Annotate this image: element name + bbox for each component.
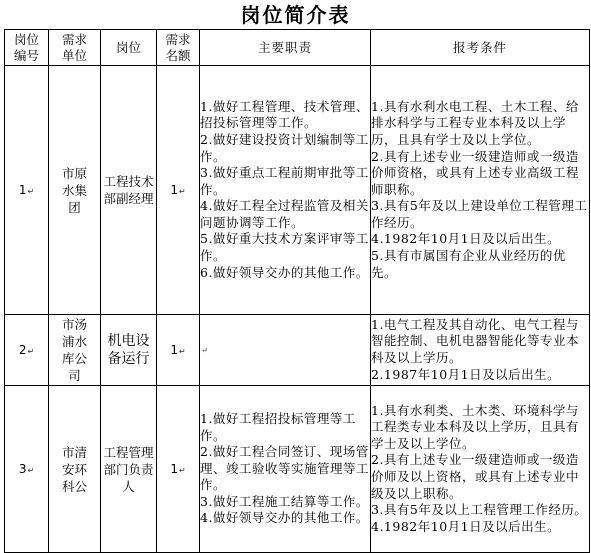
duty-line: 2.做好工程合同签订、现场管理、竣工验收等实施管理等工作。 [200,444,370,493]
duty-line: 6.做好领导交办的其他工作。 [200,264,369,280]
cell-unit: 市清安环科公 [49,386,101,553]
header-count: 需求 名额 [157,30,200,66]
requirement-line: 4.1982年10月1日及以后出生。 [371,518,561,534]
cell-unit: 市原水集团 [49,66,101,315]
duty-line: 2.做好建设投资计划编制等工作。 [200,131,369,164]
table-header-row [5,30,590,66]
cell-duties: ↵ [200,315,371,386]
requirement-line: 4.1982年10月1日及以后出生。 [371,231,561,247]
table-row [5,66,590,315]
cell-requirements [371,386,590,553]
cell-duties [200,386,371,553]
job-table [4,29,590,553]
cell-requirements [371,315,590,386]
duty-line: 4.做好领导交办的其他工作。 [200,510,369,526]
table-row [5,386,590,553]
requirement-line: 2.具有上述专业一级建造师或一级造价师及以上资格，或具有上述专业中级及以上职称。 [371,452,580,501]
duty-line: 3.做好重点工程前期审批等工作。 [200,165,369,197]
cell-position: 工程管理部门负责人 [101,386,157,553]
requirement-line: 3.具有5年及以上建设单位工程管理工作经历。 [371,198,588,230]
requirement-line: 2.1987年10月1日及以后出生。 [371,366,561,382]
requirement-line: 1.电气工程及其自动化、电气工程与智能控制、电机电器智能化等专业本科及以上学历。 [371,316,580,365]
page-title: 岗位简介表 [240,3,351,27]
cell-count: 1↵ [157,66,200,315]
header-duties: 主要职责 [200,30,371,66]
duty-line: 5.做好重大技术方案评审等工作。 [200,231,369,264]
requirement-line: 1.具有水利类、土木类、环境科学与工程类专业本科及以上学历，且具有学士及以上学位。 [371,402,580,451]
cell-duties [200,66,371,315]
cell-id: 3↵ [5,386,49,553]
cell-count: 1↵ [157,386,200,553]
cell-position: 工程技术部副经理 [101,66,157,315]
requirement-line: 2.具有上述专业一级建造师或一级造价师资格，或具有上述专业高级工程师职称。 [371,148,580,197]
header-id: 岗位 编号 [5,30,49,66]
header-position: 岗位 [101,30,157,66]
duty-line: 1.做好工程招投标管理等工作。 [200,410,356,443]
table-row [5,315,590,386]
requirement-line: 5.具有市属国有企业从业经历的优先。 [371,248,566,280]
header-requirements: 报考条件 [371,30,590,66]
cell-id: 2↵ [5,315,49,386]
cell-unit: 市汤浦水库公司 [49,315,101,386]
cell-position: 机电设备运行 [101,315,157,386]
duty-line: 4.做好工程全过程监管及相关问题协调等工作。 [200,198,369,230]
cell-id: 1↵ [5,66,49,315]
duty-line: 1.做好工程管理、技术管理、招投标管理等工作。 [200,98,369,131]
cell-requirements [371,66,590,315]
cell-count: 1↵ [157,315,200,386]
duty-line: 3.做好工程施工结算等工作。 [200,493,369,509]
requirement-line: 3.具有5年及以上工程管理工作经历。 [371,502,588,518]
header-unit: 需求 单位 [49,30,101,66]
requirement-line: 1.具有水利水电工程、土木工程、给排水科学与工程专业本科及以上学历，且具有学士及以上学位。 [371,98,579,147]
